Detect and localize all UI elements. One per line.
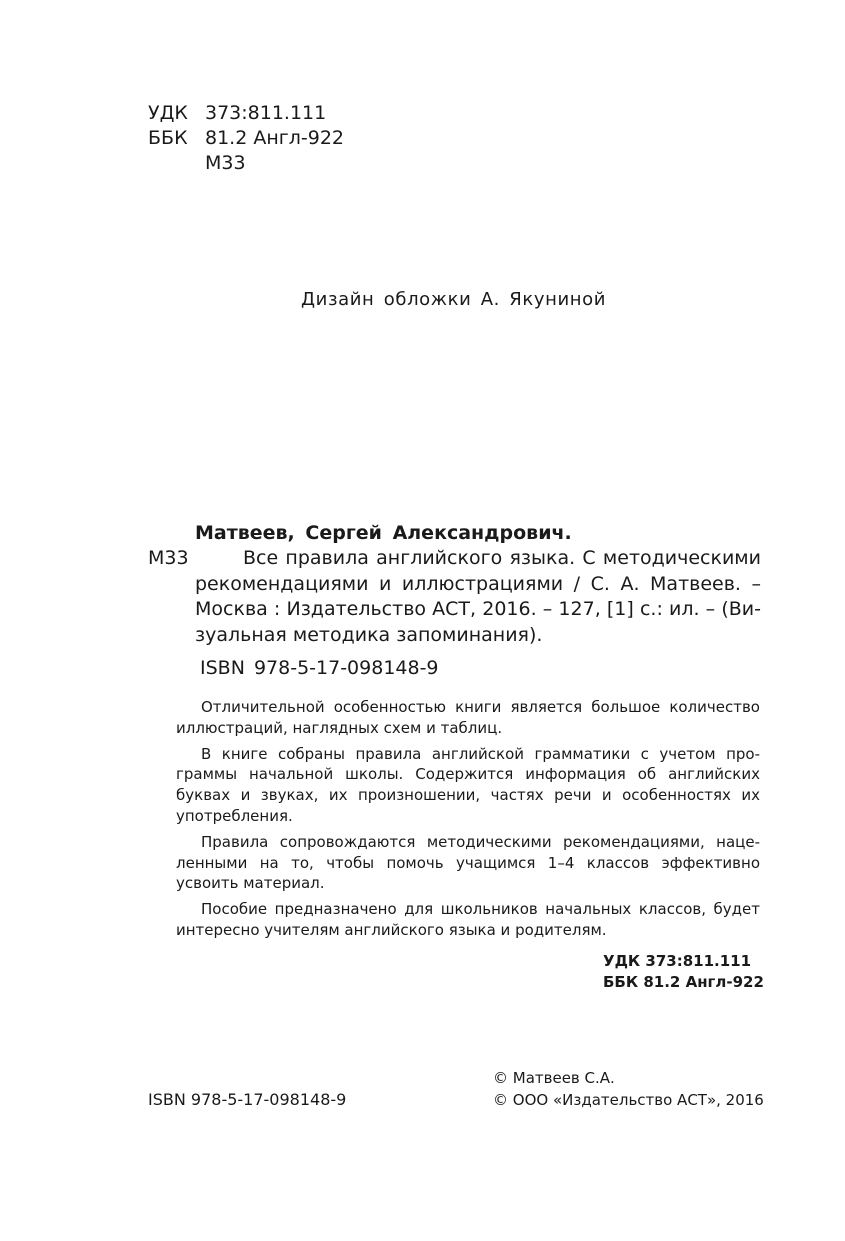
annotation (176, 697, 760, 946)
annotation-line: иллюстраций, наглядных схем и таблиц. (176, 718, 503, 737)
annotation-line: В книге собраны правила английской грамматики с учетом про- (201, 744, 760, 763)
record-line: Все правила английского языка. С методическими (243, 547, 761, 569)
annotation-paragraph (176, 744, 760, 827)
copyright-author: © Матвеев С.А. (493, 1069, 615, 1087)
author-mark: М33 (205, 152, 246, 174)
annotation-line: буквах и звуках, их произношении, частях речи и особенностях их (176, 786, 760, 805)
bbk-code: ББК 81.2 Англ-922 (603, 973, 764, 991)
record-line: Москва : Издательство АСТ, 2016. – 127, [1] с.: ил. – (Ви- (195, 598, 761, 620)
copyright-publisher: © ООО «Издательство АСТ», 2016 (493, 1091, 764, 1109)
footer-isbn: ISBN 978-5-17-098148-9 (148, 1090, 347, 1109)
author-mark-row (148, 151, 344, 176)
annotation-line: усвоить материал. (176, 874, 325, 893)
annotation-line: ленными на то, чтобы помочь учащимся 1–4 классов эффективно (176, 853, 760, 872)
annotation-line: Пособие предназначено для школьников начальных классов, будет (201, 900, 760, 919)
classification-block (148, 101, 344, 176)
annotation-line: Правила сопровождаются методическими рекомендациями, наце- (201, 832, 760, 851)
udk-code: УДК 373:811.111 (603, 952, 752, 970)
annotation-line: Отличительной особенностью книги является большое количество (201, 698, 760, 716)
annotation-paragraph (176, 697, 760, 739)
classification-codes (603, 951, 764, 993)
record-author-mark: М33 (148, 547, 189, 569)
udk-value: 373:811.111 (205, 102, 327, 124)
record-author: Матвеев, Сергей Александрович. (195, 522, 572, 544)
record-line: рекомендациями и иллюстрациями / С. А. Матвеев. – (195, 572, 761, 595)
udk-row (148, 101, 344, 126)
annotation-line: употребления. (176, 806, 293, 825)
cover-design-credit: Дизайн обложки А. Якуниной (301, 289, 607, 310)
annotation-paragraph (176, 832, 760, 894)
bbk-value: 81.2 Англ-922 (205, 127, 345, 149)
record-line: зуальная методика запоминания). (195, 623, 543, 646)
annotation-line: интересно учителям английского языка и родителям. (176, 920, 607, 939)
record-isbn: ISBN 978-5-17-098148-9 (200, 657, 439, 679)
record-description (195, 546, 761, 648)
copyright-block (493, 1067, 764, 1111)
annotation-line: граммы начальной школы. Содержится информация об английских (176, 765, 760, 784)
annotation-paragraph (176, 899, 760, 941)
udk-label: УДК (148, 102, 188, 124)
bbk-row (148, 126, 344, 151)
bbk-label: ББК (148, 127, 188, 149)
